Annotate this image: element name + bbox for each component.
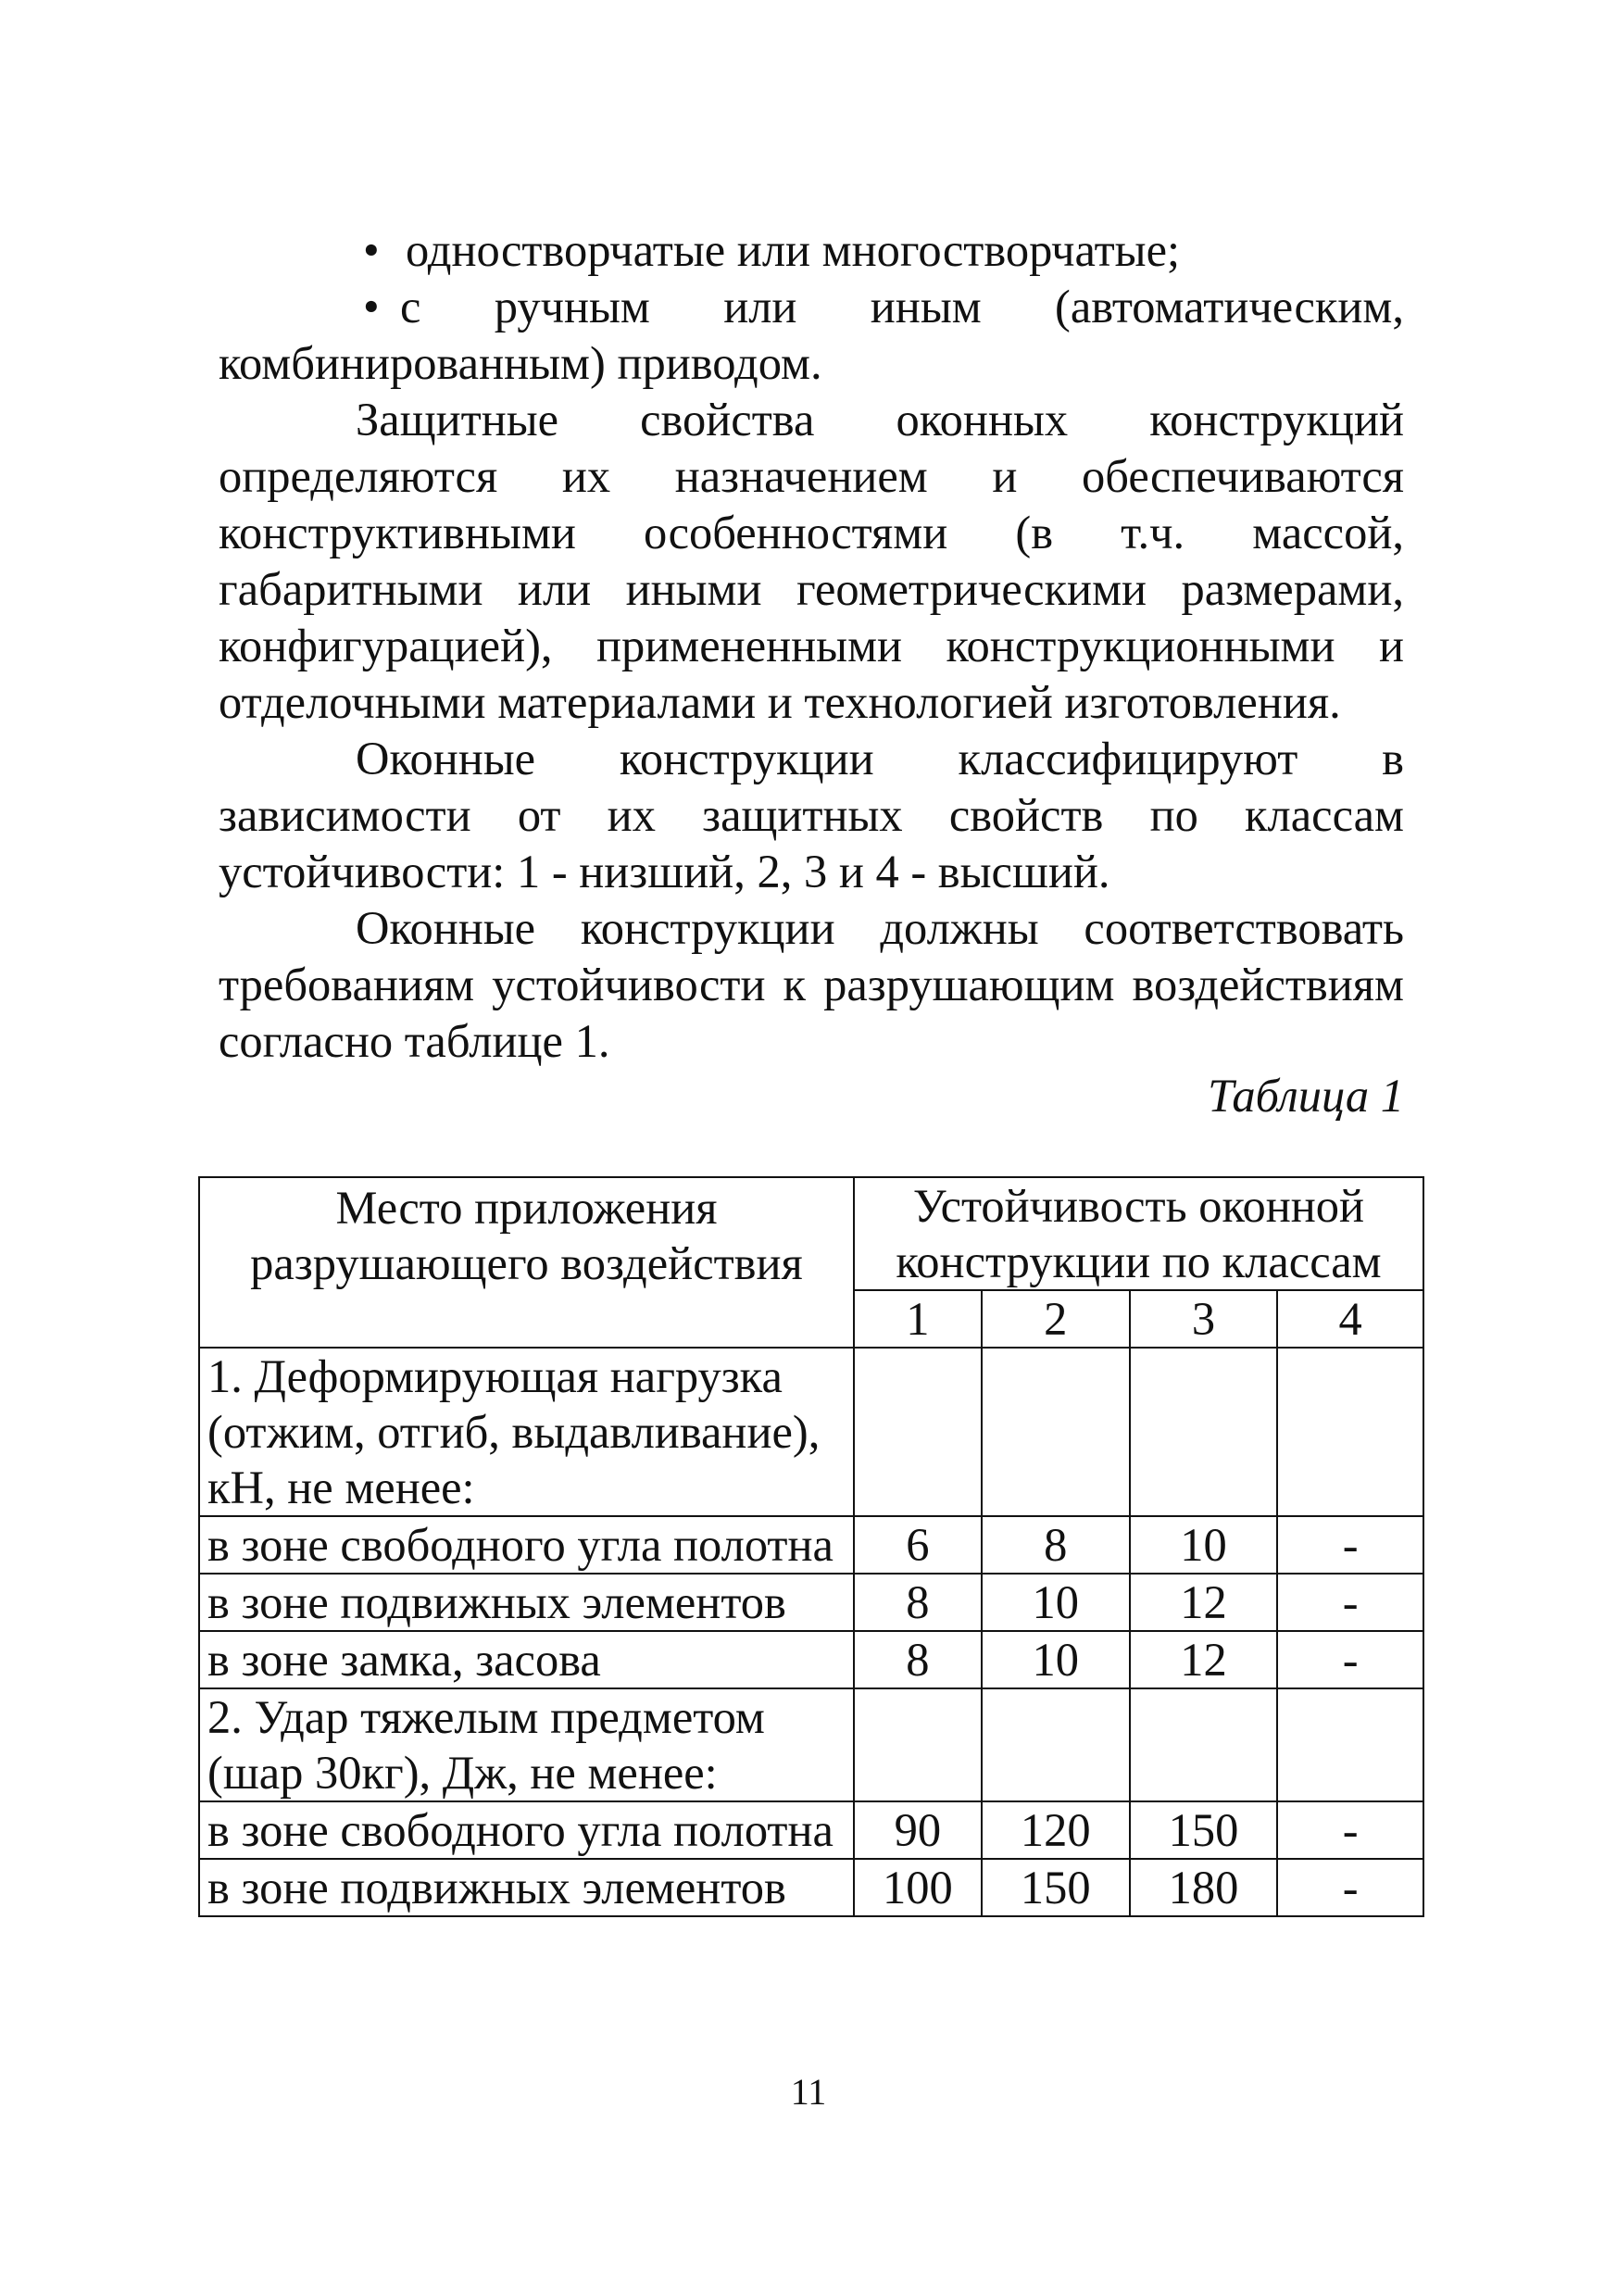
cell-value: 10 [982, 1631, 1130, 1688]
cell-value: - [1277, 1574, 1423, 1631]
cell-value: 150 [982, 1859, 1130, 1916]
table-row [199, 1859, 1423, 1916]
class-1: 1 [854, 1290, 982, 1348]
cell-value [1277, 1348, 1423, 1516]
cell-value: 180 [1130, 1859, 1278, 1916]
cell-value: 10 [1130, 1516, 1278, 1574]
header-location: Место приложения разрушающего воздействия [199, 1177, 854, 1348]
table-row [199, 1348, 1423, 1516]
bullet-text-2: с ручным или иным (автоматическим, комбинированным) приводом. [219, 281, 1404, 389]
cell-value: 100 [854, 1859, 982, 1916]
cell-value: 90 [854, 1801, 982, 1859]
table-row [199, 1631, 1423, 1688]
table-row [199, 1688, 1423, 1801]
cell-value [854, 1348, 982, 1516]
cell-value [1277, 1688, 1423, 1801]
page-number: 11 [790, 2071, 827, 2113]
row-label: в зоне замка, засова [199, 1631, 854, 1688]
cell-value: 150 [1130, 1801, 1278, 1859]
row-label: в зоне свободного угла полотна [199, 1516, 854, 1574]
row-label: 1. Деформирующая нагрузка (отжим, отгиб, выдавливание), кН, не менее: [199, 1348, 854, 1516]
header-resistance: Устойчивость оконной конструкции по классам [854, 1177, 1423, 1290]
cell-value: - [1277, 1801, 1423, 1859]
cell-value: 12 [1130, 1631, 1278, 1688]
page-body [219, 222, 1404, 1123]
table-row [199, 1516, 1423, 1574]
table-header-row [199, 1177, 1423, 1290]
class-4: 4 [1277, 1290, 1423, 1348]
cell-value: 8 [982, 1516, 1130, 1574]
row-label: в зоне подвижных элементов [199, 1574, 854, 1631]
cell-value: - [1277, 1631, 1423, 1688]
cell-value [982, 1348, 1130, 1516]
row-label: 2. Удар тяжелым предметом (шар 30кг), Дж, не менее: [199, 1688, 854, 1801]
cell-value: 120 [982, 1801, 1130, 1859]
paragraph-3: Оконные конструкции должны соответствовать требованиям устойчивости к разрушающим воздействиям согласно таблице 1. [219, 902, 1404, 1067]
table-caption: Таблица 1 [1208, 1070, 1404, 1122]
bullet-icon: • [363, 281, 380, 332]
cell-value: - [1277, 1859, 1423, 1916]
cell-value: 10 [982, 1574, 1130, 1631]
cell-value [1130, 1688, 1278, 1801]
paragraph-1: Защитные свойства оконных конструкций определяются их назначением и обеспечиваются конструктивными особенностями (в т.ч. массой, габаритными или иными геометрическими размерами, конфигурацией), примененными конструкционными и отделочными материалами и технологией изготовления. [219, 394, 1404, 728]
row-label: в зоне подвижных элементов [199, 1859, 854, 1916]
cell-value: 6 [854, 1516, 982, 1574]
table-row [199, 1574, 1423, 1631]
table-row [199, 1801, 1423, 1859]
cell-value: 8 [854, 1631, 982, 1688]
bullet-text-1: одностворчатые или многостворчатые; [406, 224, 1181, 276]
cell-value [1130, 1348, 1278, 1516]
cell-value: 8 [854, 1574, 982, 1631]
paragraph-2: Оконные конструкции классифицируют в зависимости от их защитных свойств по классам устойчивости: 1 - низший, 2, 3 и 4 - высший. [219, 733, 1404, 897]
cell-value: - [1277, 1516, 1423, 1574]
cell-value [854, 1688, 982, 1801]
cell-value [982, 1688, 1130, 1801]
class-2: 2 [982, 1290, 1130, 1348]
bullet-icon: • [363, 224, 380, 276]
row-label: в зоне свободного угла полотна [199, 1801, 854, 1859]
class-3: 3 [1130, 1290, 1278, 1348]
bullet-item-1 [219, 222, 1404, 279]
resistance-table [198, 1176, 1424, 1917]
bullet-item-2 [219, 279, 1404, 392]
cell-value: 12 [1130, 1574, 1278, 1631]
